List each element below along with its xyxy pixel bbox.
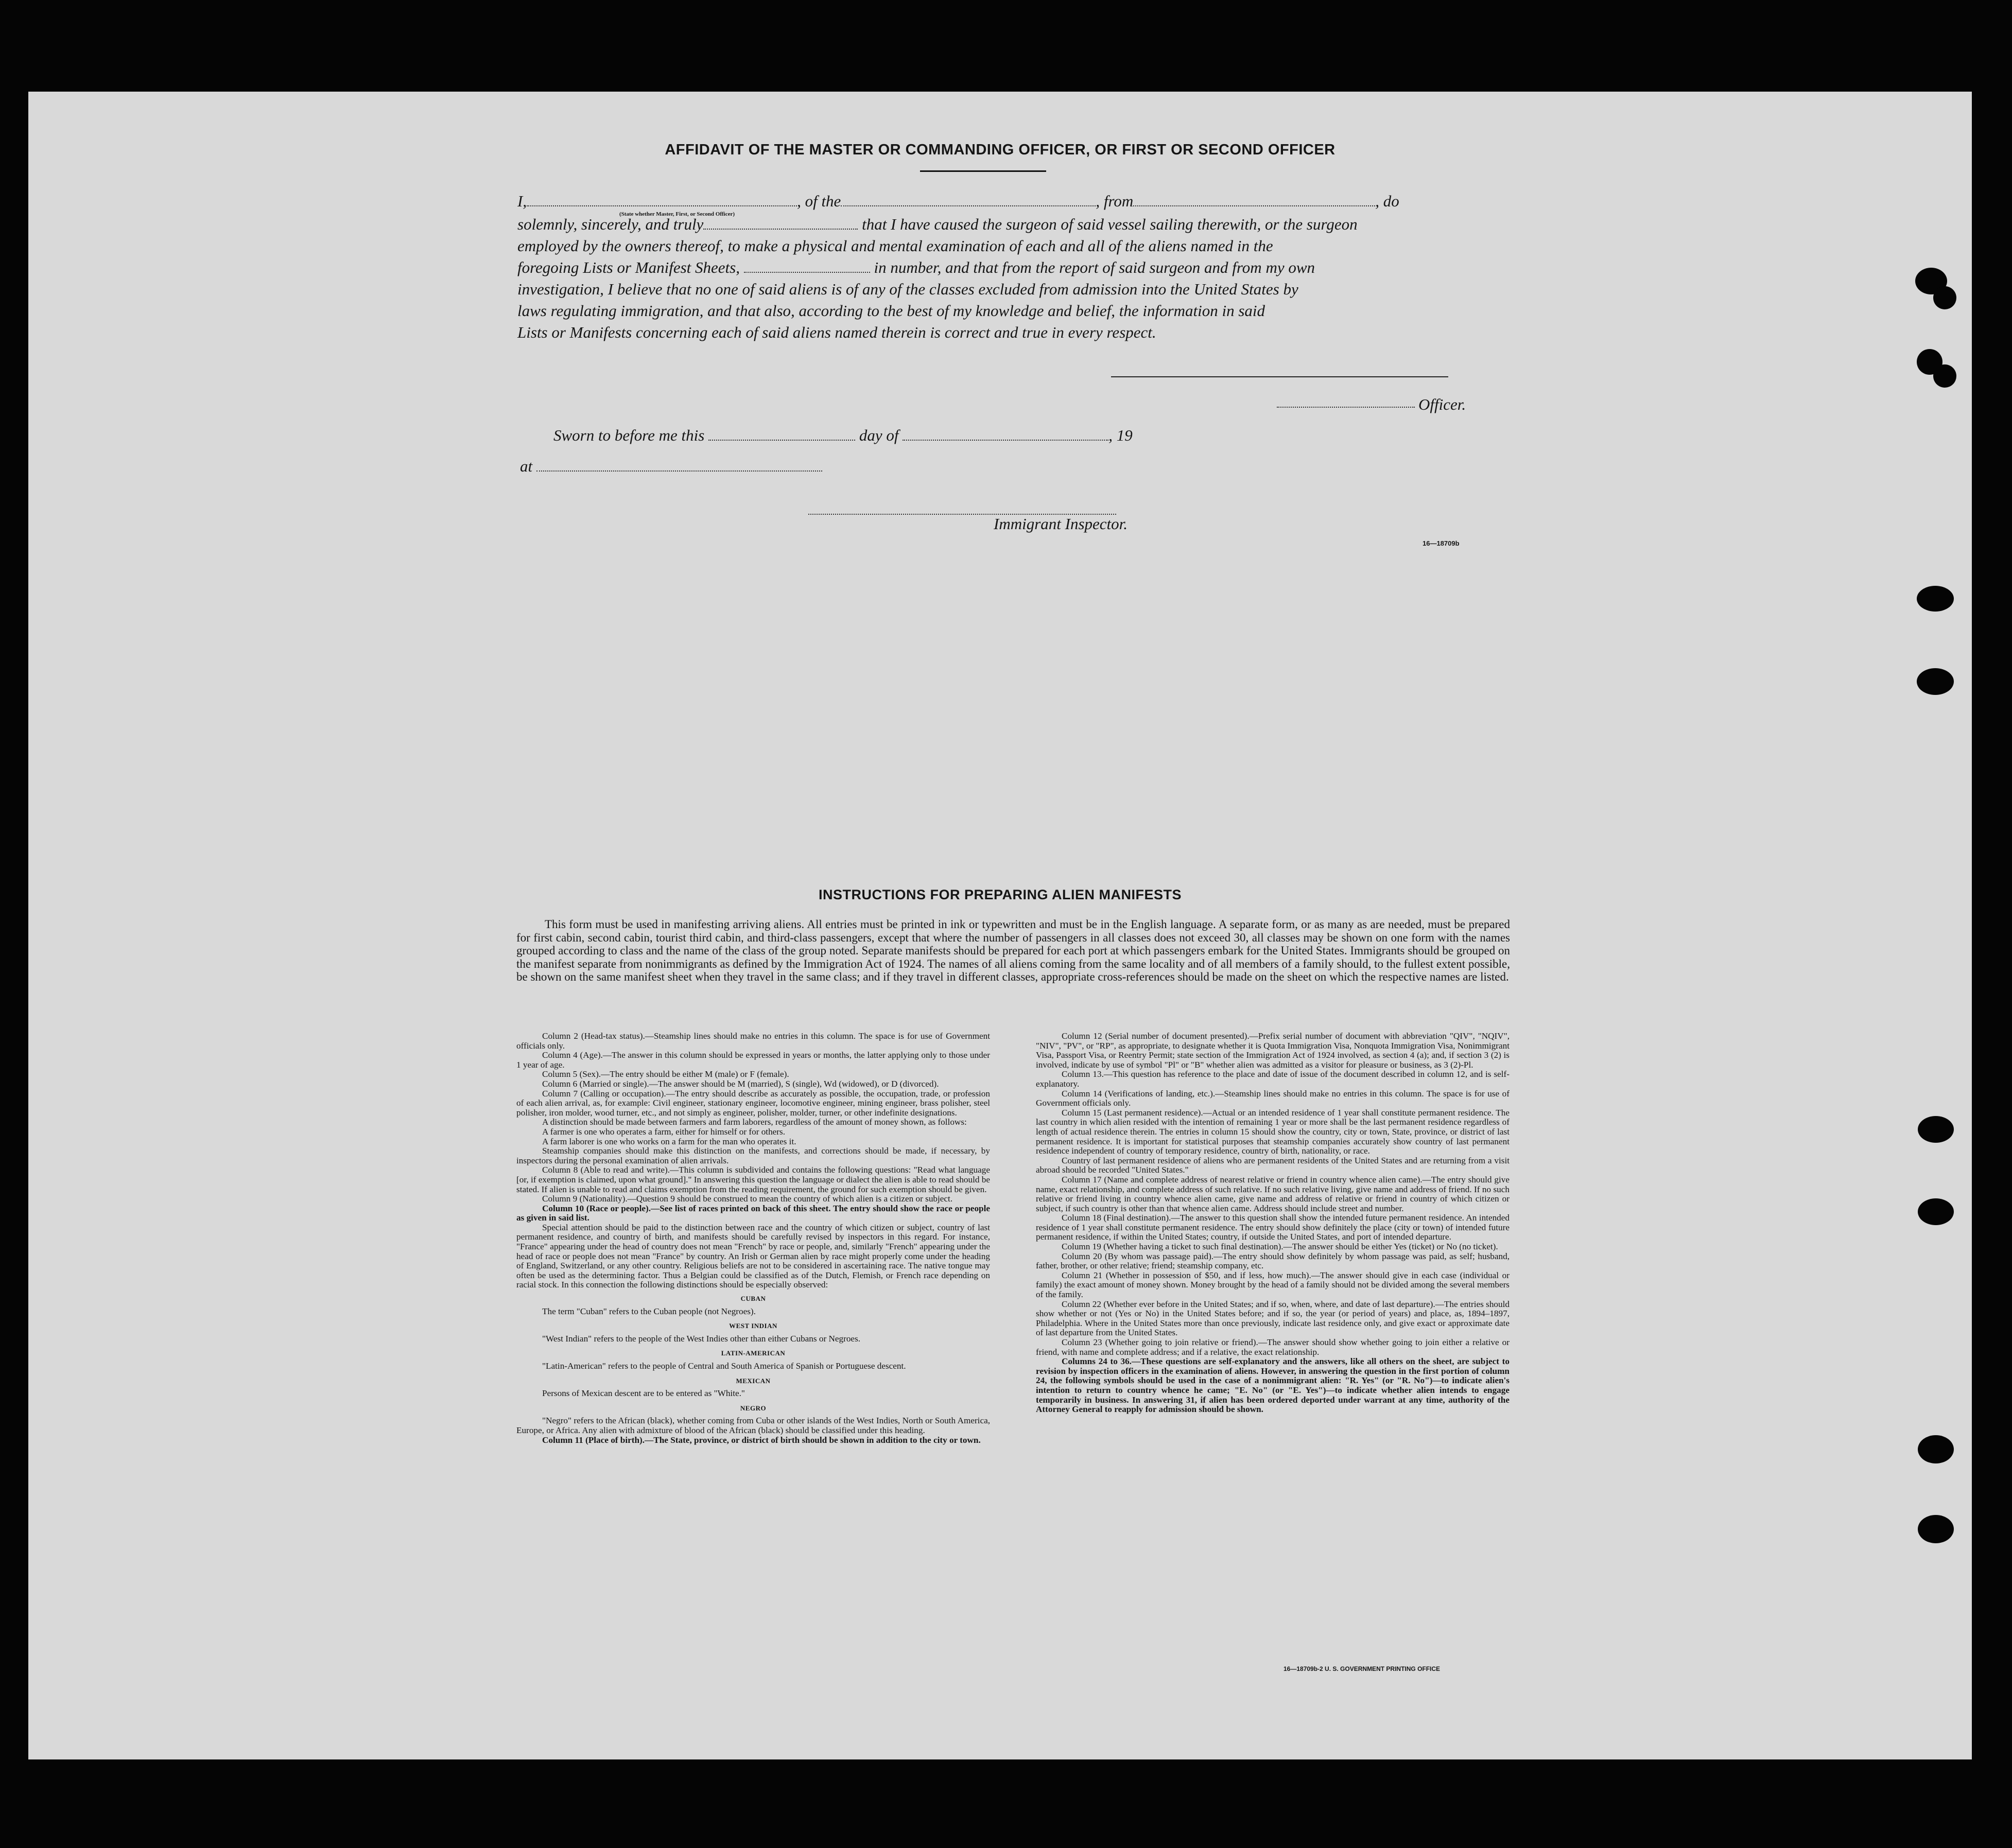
printing-office-footer: 16—18709b-2 U. S. GOVERNMENT PRINTING OFFICE <box>1283 1665 1441 1672</box>
affidavit-line-7: Lists or Manifests concerning each of said aliens named therein is correct and true in every respect. <box>517 323 1156 341</box>
affidavit-line-2: solemnly, sincerely, and truly that I have caused the surgeon of said vessel sailing therewith, or the surgeon <box>517 215 1358 233</box>
instructions-title: INSTRUCTIONS FOR PREPARING ALIEN MANIFESTS <box>818 887 1182 902</box>
punch-hole <box>1918 1435 1954 1463</box>
race-heading-cuban: CUBAN <box>740 1295 766 1303</box>
title-rule <box>920 170 1046 172</box>
race-heading-latin-american: LATIN-AMERICAN <box>721 1349 786 1357</box>
form-sheet <box>28 92 1972 1759</box>
race-heading-mexican: MEXICAN <box>736 1376 771 1385</box>
inspector-label: Immigrant Inspector. <box>994 515 1128 533</box>
punch-hole <box>1933 286 1956 309</box>
officer-rank-caption: (State whether Master, First, or Second Officer) <box>619 211 735 217</box>
instructions-left-column: Column 2 (Head-tax status).—Steamship lines should make no entries in this column. The space is for use of Government officials only. Column 4 (Age).—The answer in this column should be expressed in years or months, the latter applying only to those under 1 year of age. Column 5 (Sex).—The entry should be either M (male) or F (female). Column 6 (Married or single).—The answer should be M (married), S (single), Wd (widowed), or D (divorced). Column 7 (Calling or occupation).—The entry should describe as accurately as possible, the occupation, trade, or profession of each alien arrival, as, for example: Civil engineer, stationary engineer, locomotive engineer, mining engineer, brass polisher, steel polisher, iron molder, wood turner, etc., and not simply as engineer, polisher, molder, turner, or other indefinite designations. A distinction should be made between farmers and farm laborers, regardless of the amount of money shown, as follows: A farmer is one who operates a farm, either for himself or for others. A farm laborer is one who works on a farm for the man who operates it. Steamship companies should make this distinction on the manifests, and corrections should be made, if necessary, by inspectors during the personal examination of alien arrivals. Column 8 (Able to read and write).—This column is subdivided and contains the following questions: "Read what language [or, if exemption is claimed, upon what ground]." In answering this question the language or dialect the alien is able to read should be stated. If alien is unable to read and claims exemption from the reading requirement, the ground for such exemption should be given. Column 9 (Nationality).—Question 9 should be construed to mean the country of which alien is a citizen or subject. Column 10 (Race or people).—See list of races printed on back of this sheet. The entry should show the race or people as given in said list. Special attention should be paid to the distinction between race and the country of which citizen or subject, country of last permanent residence, and country of birth, and manifests should be carefully revised by inspectors in this regard. For instance, "France" appearing under the head of country does not mean "French" by race or people, and, similarly "French" appearing under the head of race or people does not mean "France" by country. An Irish or German alien by race might properly come under the heading of England, Switzerland, or any other country. Religious beliefs are not to be considered in ascertaining race. The native tongue may often be used as the determining factor. Thus a Belgian could be classified as of the Dutch, Flemish, or French race depending on racial stock. In this connection the following distinctions should be especially observed: CUBAN The term "Cuban" refers to the Cuban people (not Negroes). WEST INDIAN "West Indian" refers to the people of the West Indies other than either Cubans or Negroes. LATIN-AMERICAN "Latin-American" refers to the people of Central and South America of Spanish or Portuguese descent. MEXICAN Persons of Mexican descent are to be entered as "White." NEGRO "Negro" refers to the African (black), whether coming from Cuba or other islands of the West Indies, North or South America, Europe, or Africa. Any alien with admixture of blood of the African (black) should be classified under this heading. Column 11 (Place of birth).—The State, province, or district of birth should be shown in addition to the city or town. <box>516 1031 990 1445</box>
affidavit-line-3: employed by the owners thereof, to make a physical and mental examination of each and all of the aliens named in the <box>517 237 1273 255</box>
punch-hole <box>1917 668 1954 695</box>
form-number: 16—18709b <box>1423 539 1460 547</box>
race-heading-west-indian: WEST INDIAN <box>729 1322 777 1330</box>
affidavit-line-4: foregoing Lists or Manifest Sheets, in number, and that from the report of said surgeon and from my own <box>517 258 1315 276</box>
officer-label: Officer. <box>1418 395 1466 413</box>
instructions-right-column: Column 12 (Serial number of document presented).—Prefix serial number of document with abbreviation "QIV", "NQIV", "NIV", "PV", or "RP", as appropriate, to designate whether it is Quota Immigration Visa, Nonquota Immigration Visa, Nonimmigrant Visa, Passport Visa, or Reentry Permit; state section of the Immigration Act of 1924 involved, as section 4 (a); and, if section 3 (2) is involved, indicate by use of symbol "Pl" or "B" whether alien was admitted as a visitor for pleasure or business, as 3 (2)-Pl. Column 13.—This question has reference to the place and date of issue of the document described in column 12, and is self-explanatory. Column 14 (Verifications of landing, etc.).—Steamship lines should make no entries in this column. The space is for use of Government officials only. Column 15 (Last permanent residence).—Actual or an intended residence of 1 year shall constitute permanent residence. The last country in which alien resided with the intention of remaining 1 year or more shall be the last permanent residence regardless of length of actual residence therein. The entries in column 15 should show the country, city or town, State, province, or district of last permanent residence. It is important for statistical purposes that steamship companies accurately show country of last permanent residence independent of country of temporary residence, country of birth, nationality, or race. Country of last permanent residence of aliens who are permanent residents of the United States and are returning from a visit abroad should be recorded "United States." Column 17 (Name and complete address of nearest relative or friend in country whence alien came).—The entry should give name, exact relationship, and complete address of such relative. If no such relative living, give name and address of friend. If no such relative or friend living in country whence alien came, give name and address of relative or friend in country of which citizen or subject, if such country is other than that whence alien came. Address should include street and number. Column 18 (Final destination).—The answer to this question shall show the intended future permanent residence. An intended residence of 1 year shall constitute permanent residence. The entry should show definitely the place (city or town) of intended future permanent residence, if within the United States; country, if outside the United States, and port of intended departure. Column 19 (Whether having a ticket to such final destination).—The answer should be either Yes (ticket) or No (no ticket). Column 20 (By whom was passage paid).—The entry should show definitely by whom passage was paid, as self; husband, father, brother, or other relative; friend; steamship company, etc. Column 21 (Whether in possession of $50, and if less, how much).—The answer should give in each case (individual or family) the exact amount of money shown. Money brought by the head of a family should not be divided among the several members of the family. Column 22 (Whether ever before in the United States; and if so, when, where, and date of last departure).—The entries should show whether or not (Yes or No) in the United States before; and if so, the year (or period of years) and place, as, 1894–1897, Philadelphia. Where in the United States more than once previously, indicate last residence only, and give exact or approximate date of last departure from the United States. Column 23 (Whether going to join relative or friend).—The answer should show whether going to join either a relative or friend, with name and complete address; and if a relative, the exact relationship. Columns 24 to 36.—These questions are self-explanatory and the answers, like all others on the sheet, are subject to revision by inspection officers in the examination of aliens. However, in answering the question in the first portion of column 24, the following symbols should be used in the case of a nonimmigrant alien: "R. Yes" (or "R. No")—to indicate alien's intention to return to country whence he came; "E. No" (or "E. Yes")—to indicate whether alien intends to engage temporarily in business. In answering 31, if alien has been ordered deported under warrant at any time, authority of the Attorney General to reapply for admission should be shown. <box>1036 1031 1510 1415</box>
affidavit-title: AFFIDAVIT OF THE MASTER OR COMMANDING OFFICER, OR FIRST OR SECOND OFFICER <box>665 142 1335 158</box>
punch-hole <box>1933 364 1956 388</box>
punch-hole <box>1918 1116 1954 1143</box>
affidavit-line-6: laws regulating immigration, and that also, according to the best of my knowledge and belief, the information in said <box>517 302 1265 320</box>
race-heading-negro: NEGRO <box>740 1404 767 1412</box>
affidavit-line-5: investigation, I believe that no one of said aliens is of any of the classes excluded from admission into the United States by <box>517 280 1298 298</box>
officer-signature-line[interactable] <box>1111 376 1448 377</box>
punch-hole <box>1917 586 1954 612</box>
sworn-line: Sworn to before me this day of , 19 <box>553 426 1133 444</box>
officer-rank-line[interactable] <box>1277 407 1415 408</box>
punch-hole <box>1918 1198 1954 1225</box>
at-line: at <box>520 457 822 476</box>
instructions-intro: This form must be used in manifesting arriving aliens. All entries must be printed in ink or typewritten and must be in the English language. A separate form, or as many as are needed, must be prepared for first cabin, second cabin, tourist third cabin, and third-class passengers, except that where the number of passengers in all classes does not exceed 30, all classes may be shown on one form with the names grouped according to class and the name of the class of the group noted. Separate manifests should be prepared for each port at which passengers embark for the United States. Immigrants should be grouped on the manifest separate from nonimmigrants as defined by the Immigration Act of 1924. The names of all aliens coming from the same locality and of all members of a family should, to the fullest extent possible, be shown on the same manifest sheet when they travel in the same class; and if they travel in different classes, appropriate cross-references should be made on the sheet on which the respective names are listed. <box>516 918 1510 983</box>
punch-hole <box>1918 1515 1954 1543</box>
affidavit-line-1: I, , of the , from , do <box>517 192 1399 210</box>
